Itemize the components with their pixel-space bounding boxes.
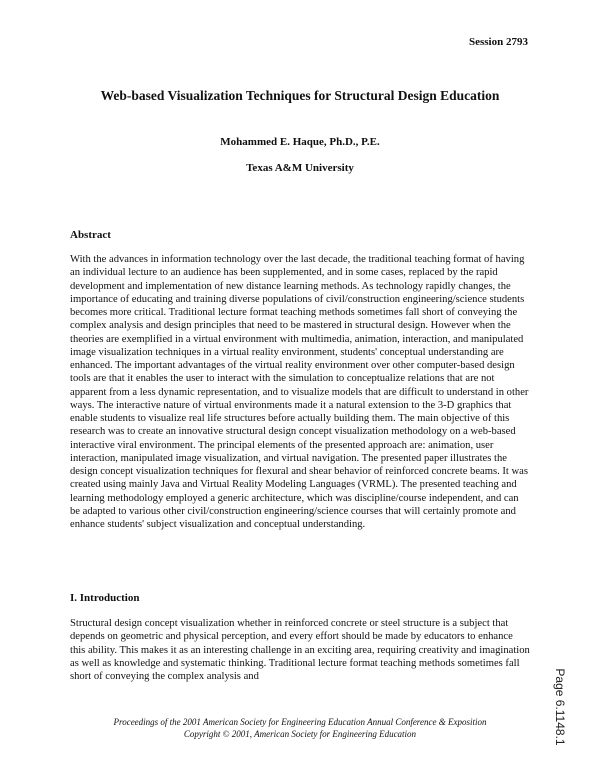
footer-proceedings: Proceedings of the 2001 American Society for Engineering Education Annual Conference & Exposition — [113, 717, 487, 727]
page-number-stamp: Page 6.1148.1 — [553, 668, 567, 746]
abstract-body: With the advances in information technology over the last decade, the traditional teaching format of having an individual lecture to an audience has been supplemented, and in some cases, replaced by the rapid development and implementation of new distance learning methods. As technology rapidly changes, the importance of educating and training diverse populations of civil/construction engineering/science students becomes more critical. Traditional lecture format teaching methods sometimes fall short of conveying the complex analysis and design principles that need to be mastered in structural design. However when the theories are exemplified in a virtual environment with multimedia, animation, interaction, and manipulated image visualization techniques in a virtual reality environment, students' conceptual understanding are enhanced. The important advantages of the virtual reality environment over other computer-based design tools are that it enables the user to interact with the simulation to conceptualize relations that are not apparent from a less dynamic representation, and to visualize models that are difficult to understand in other ways. The interactive nature of virtual environments made it a natural extension to the 3-D graphics that enable students to visualize real life structures before actually building them. The main objective of this research was to create an innovative structural design concept visualization methodology on a web-based interactive viral environment. The principal elements of the presented approach are: animation, user interaction, manipulated image visualization, and virtual navigation. The presented paper illustrates the design concept visualization techniques for flexural and shear behavior of reinforced concrete beams. It was created using mainly Java and Virtual Reality Modeling Languages (VRML). The presented teaching and learning methodology employed a generic architecture, which was discipline/course independent, and can be adapted to various other civil/construction engineering/science courses that will certainly promote and enhance students' subject visualization and conceptual understanding. — [70, 254, 529, 530]
introduction-heading: I. Introduction — [70, 592, 140, 604]
session-number: Session 2793 — [469, 36, 528, 48]
paper-title: Web-based Visualization Techniques for Structural Design Education — [100, 88, 500, 103]
footer-copyright: Copyright © 2001, American Society for Engineering Education — [183, 729, 417, 739]
abstract-heading: Abstract — [70, 229, 111, 241]
author-affiliation: Texas A&M University — [246, 162, 354, 174]
introduction-body: Structural design concept visualization whether in reinforced concrete or steel structure is a subject that depends on geometric and physical perception, and every effort should be made by educators to enhance this ability. This makes it as an interesting challenge in an exciting area, requiring creativity and imagination as well as knowledge and systematic thinking. Traditional lecture format teaching methods sometimes fall short of conveying the complex analysis and — [70, 618, 530, 682]
author-name: Mohammed E. Haque, Ph.D., P.E. — [220, 136, 380, 148]
page-footer — [0, 716, 600, 740]
